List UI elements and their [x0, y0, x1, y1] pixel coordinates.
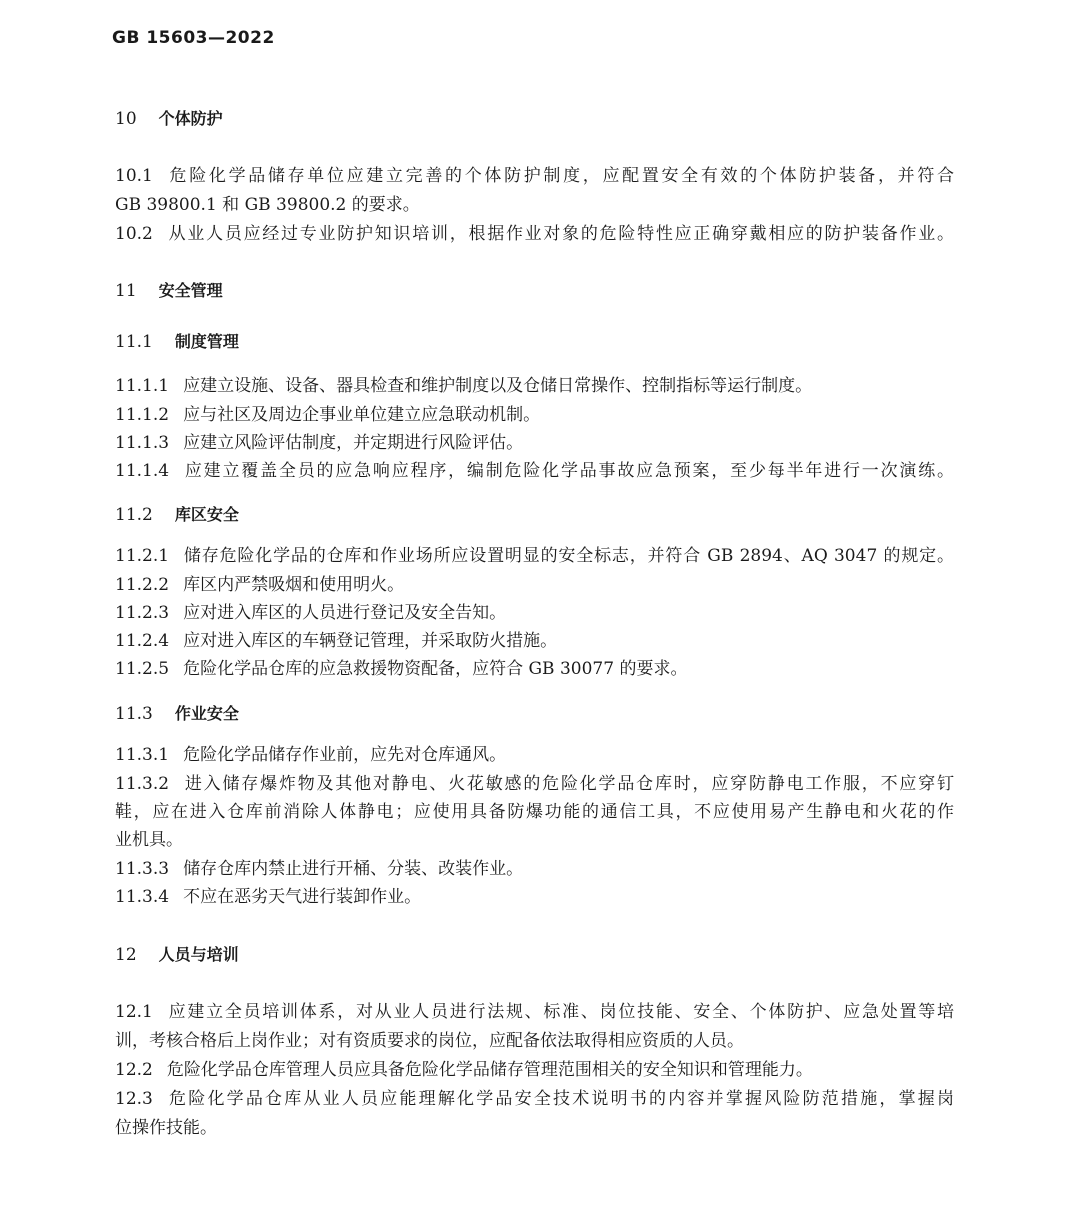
clause-number: 11.2.1	[115, 546, 170, 566]
paragraph	[115, 374, 954, 398]
paragraph	[115, 1058, 954, 1082]
clause-number: 12	[115, 945, 137, 965]
clause-number: 10.1	[115, 166, 153, 186]
clause-text: 训，考核合格后上岗作业；对有资质要求的岗位，应配备依法取得相应资质的人员。	[115, 1031, 744, 1051]
paragraph-continuation	[115, 1029, 954, 1053]
clause-text: 应对进入库区的人员进行登记及安全告知。	[183, 603, 507, 623]
clause-text: 储存仓库内禁止进行开桶、分装、改装作业。	[183, 859, 524, 879]
paragraph	[115, 431, 954, 455]
clause-number: 11.1.3	[115, 433, 170, 453]
clause-number: 11.1.2	[115, 405, 170, 425]
paragraph	[115, 403, 954, 427]
clause-number: 11.3.3	[115, 859, 170, 879]
clause-number: 12.2	[115, 1060, 153, 1080]
section-heading	[115, 702, 954, 726]
paragraph	[115, 857, 954, 881]
clause-text: 鞋，应在进入仓库前消除人体静电；应使用具备防爆功能的通信工具，不应使用易产生静电和火花的作	[115, 802, 954, 822]
section-heading	[115, 107, 954, 131]
clause-text: GB 39800.1 和 GB 39800.2 的要求。	[115, 195, 420, 215]
clause-text: 危险化学品储存单位应建立完善的个体防护制度，应配置安全有效的个体防护装备，并符合	[166, 166, 954, 186]
clause-text: 从业人员应经过专业防护知识培训，根据作业对象的危险特性应正确穿戴相应的防护装备作业。	[166, 224, 954, 244]
clause-text: 位操作技能。	[115, 1118, 217, 1138]
paragraph	[115, 601, 954, 625]
paragraph	[115, 772, 954, 796]
paragraph	[115, 222, 954, 246]
paragraph	[115, 573, 954, 597]
clause-text: 应建立覆盖全员的应急响应程序，编制危险化学品事故应急预案，至少每半年进行一次演练。	[183, 461, 954, 481]
clause-number: 11.1.1	[115, 376, 170, 396]
clause-number: 11.1.4	[115, 461, 170, 481]
clause-number: 11.3	[115, 704, 153, 724]
heading-text: 作业安全	[174, 704, 239, 723]
paragraph	[115, 459, 954, 483]
clause-number: 12.1	[115, 1002, 153, 1022]
heading-text: 安全管理	[158, 281, 223, 300]
paragraph	[115, 629, 954, 653]
paragraph	[115, 743, 954, 767]
clause-number: 12.3	[115, 1089, 153, 1109]
paragraph	[115, 544, 954, 568]
document-code: GB 15603—2022	[112, 28, 275, 48]
clause-number: 11.2.5	[115, 659, 170, 679]
clause-text: 危险化学品储存作业前，应先对仓库通风。	[183, 745, 507, 765]
clause-text: 危险化学品仓库从业人员应能理解化学品安全技术说明书的内容并掌握风险防范措施，掌握岗	[166, 1089, 954, 1109]
clause-number: 11.3.2	[115, 774, 170, 794]
clause-text: 危险化学品仓库管理人员应具备危险化学品储存管理范围相关的安全知识和管理能力。	[166, 1060, 813, 1080]
heading-text: 库区安全	[174, 505, 239, 524]
clause-text: 应建立设施、设备、器具检查和维护制度以及仓储日常操作、控制指标等运行制度。	[183, 376, 813, 396]
paragraph-continuation	[115, 828, 954, 852]
paragraph-continuation	[115, 1116, 954, 1140]
clause-text: 不应在恶劣天气进行装卸作业。	[183, 887, 422, 907]
paragraph	[115, 1087, 954, 1111]
paragraph	[115, 657, 954, 681]
clause-number: 11.2.2	[115, 575, 170, 595]
paragraph	[115, 885, 954, 909]
clause-number: 11.2.4	[115, 631, 170, 651]
clause-number: 10.2	[115, 224, 153, 244]
heading-text: 个体防护	[158, 109, 223, 128]
heading-text: 人员与培训	[158, 945, 239, 964]
clause-text: 业机具。	[115, 830, 183, 850]
paragraph-continuation	[115, 193, 954, 217]
clause-number: 11.2	[115, 505, 153, 525]
paragraph-continuation	[115, 800, 954, 824]
clause-text: 库区内严禁吸烟和使用明火。	[183, 575, 405, 595]
clause-text: 应建立全员培训体系，对从业人员进行法规、标准、岗位技能、安全、个体防护、应急处置等培	[166, 1002, 954, 1022]
clause-text: 应与社区及周边企事业单位建立应急联动机制。	[183, 405, 541, 425]
heading-text: 制度管理	[174, 332, 239, 351]
clause-number: 11	[115, 281, 137, 301]
clause-number: 11.3.1	[115, 745, 170, 765]
clause-number: 10	[115, 109, 137, 129]
paragraph	[115, 164, 954, 188]
section-heading	[115, 943, 954, 967]
clause-text: 进入储存爆炸物及其他对静电、火花敏感的危险化学品仓库时，应穿防静电工作服，不应穿钉	[183, 774, 954, 794]
paragraph	[115, 1000, 954, 1024]
clause-number: 11.3.4	[115, 887, 170, 907]
section-heading	[115, 330, 954, 354]
clause-text: 储存危险化学品的仓库和作业场所应设置明显的安全标志，并符合 GB 2894、AQ 3047 的规定。	[183, 546, 954, 566]
section-heading	[115, 503, 954, 527]
section-heading	[115, 279, 954, 303]
clause-text: 应对进入库区的车辆登记管理，并采取防火措施。	[183, 631, 558, 651]
clause-text: 危险化学品仓库的应急救援物资配备，应符合 GB 30077 的要求。	[183, 659, 688, 679]
clause-number: 11.2.3	[115, 603, 170, 623]
clause-text: 应建立风险评估制度，并定期进行风险评估。	[183, 433, 524, 453]
clause-number: 11.1	[115, 332, 153, 352]
